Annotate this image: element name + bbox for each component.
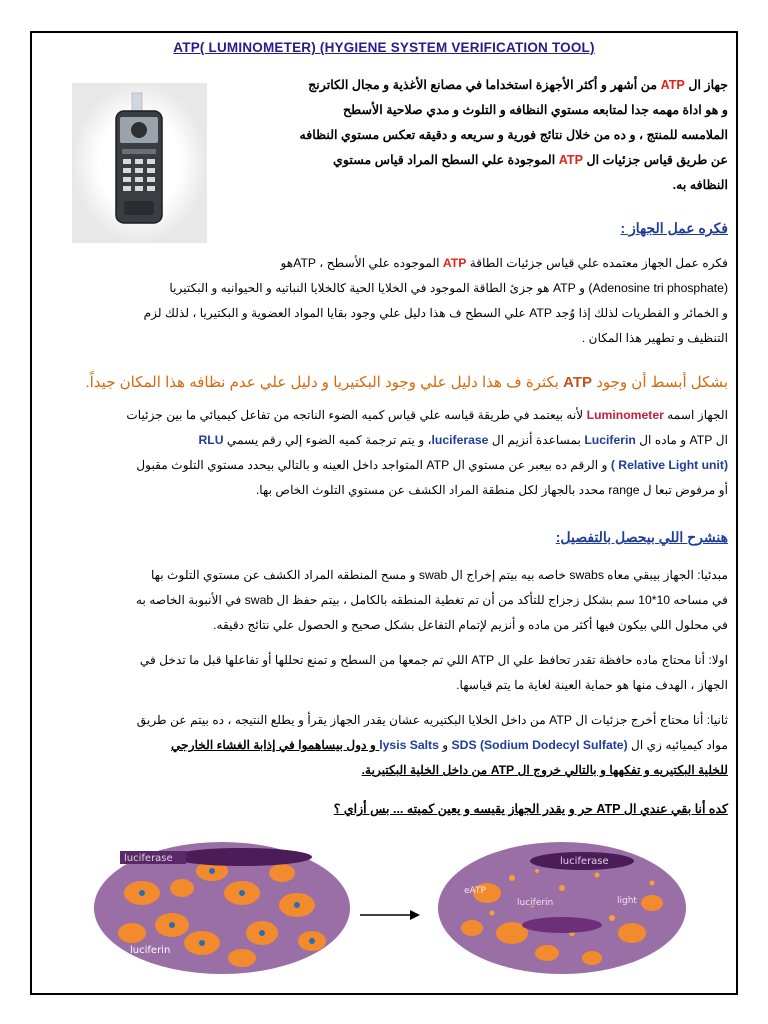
atp-reaction-diagram [92, 833, 692, 978]
how-it-works-paragraph: فكره عمل الجهاز معتمده علي قياس جزئيات الطاقة ATP الموجوده علي الأسطح ، ATPهو (Adenosine tri phosphate) و ATP هو جزئ الطاقة الموجود في الخلايا الحية كالخلايا النباتيه و الحيوانيه و البكتيريا و الخمائر و الفطريات لذلك إذا وُجد ATP علي السطح ف هذا دليل علي وجود بقايا المواد العضوية و البكتيريا ، لذلك لزم التنظيف و تطهير هذا المكان . [143, 256, 728, 345]
label-eatp: eATP [464, 886, 486, 896]
plate-after [438, 842, 686, 974]
details-step-second: ثانيا: أنا محتاج أخرج جزئيات ال ATP من داخل الخلايا البكتيريه عشان يقدر الجهاز يقرأ و يطلع النتيجه ، ده بيتم عن طريق مواد كيميائيه زي ال (SDS (Sodium Dodecyl Sulfate و lysis Salts و دول بيساهموا في إذابة الغشاء الخارجي للخلية البكتيريه و تفكهها و بالتالي خروج ال ATP من داخل الخلية البكتيرية. [136, 713, 728, 777]
details-step-first: اولا: أنا محتاج ماده حافظة تقدر تحافظ علي ال ATP اللي تم جمعها من السطح و تمنع تحللها أو تفاعلها قبل ما تدخل في الجهاز ، الهدف منها هو حماية العينة لغاية ما يتم قياسها. [139, 653, 728, 692]
label-luciferase-before: luciferase [124, 853, 173, 864]
summary-highlight: بشكل أبسط أن وجود ATP بكثرة ف هذا دليل علي وجود البكتيريا و دليل علي عدم نظافه هذا المكان جيداً. [85, 374, 728, 391]
label-light: light [617, 896, 637, 906]
details-step-intro: مبدئيا: الجهاز بيبقي معاه swabs خاصه بيه بيتم إخراج ال swab و مسح المنطقه المراد الكشف عن مستوي التلوث بها في مساحه 10*10 سم بشكل زجزاج للتأكد من أن تم تغطية المنطقه بالكامل ، بيتم حفظ ال swab في الأنبوبة الخاصه به في محلول اللي بيكون فيها أكثر من ماده و أنزيم لإتمام التفاعل بشكل صحيح و الحصول علي نتائج دقيقه. [136, 568, 728, 632]
arrow-icon [360, 910, 420, 920]
page-frame [30, 31, 738, 995]
label-luciferin-before: luciferin [130, 945, 171, 956]
section-heading-how-it-works: فكره عمل الجهاز : [620, 220, 728, 236]
plate-before [94, 842, 350, 974]
label-luciferase-after: luciferase [560, 856, 609, 867]
intro-paragraph: جهاز ال ATP من أشهر و أكثر الأجهزة استخداما في مصانع الأغذية و مجال الكاترنج و هو اداة مهمه جدا لمتابعه مستوي النظافه و التلوث و مدي صلاحية الأسطح الملامسه للمنتج ، و ده من خلال نتائج فورية و سريعه و دقيقه تعكس مستوي النظافه عن طريق قياس جزئيات ال ATP الموجودة علي السطح المراد قياس مستوي النظافه به. [299, 78, 728, 192]
label-luciferin-after: luciferin [517, 898, 554, 908]
section-heading-details: هنشرح اللي بيحصل بالتفصيل: [555, 529, 728, 545]
page-title: ATP( LUMINOMETER) (HYGIENE SYSTEM VERIFICATION TOOL) [173, 40, 595, 55]
luminometer-paragraph: الجهاز اسمه Luminometer لأنه بيعتمد في طريقة قياسه علي قياس كميه الضوء الناتجه من تفاعل كيميائي ما بين جزئيات ال ATP و ماده ال Luciferin بمساعدة أنزيم ال luciferase، و يتم ترجمة كميه الضوء إلي رقم يسمي RLU (Relative Light unit ) و الرقم ده بيعبر عن مستوي ال ATP المتواجد داخل العينه و بالتالي بيحدد مستوي التلوث مقبول أو مرفوض تبعا ل range محدد بالجهاز لكل منطقة المراد الكشف عن مستوي التلوث الخاص بها. [126, 408, 728, 497]
question-line: كده أنا بقي عندي ال ATP حر و يقدر الجهاز يقيسه و يعين كميته ... بس أزاي ؟ [333, 802, 728, 816]
